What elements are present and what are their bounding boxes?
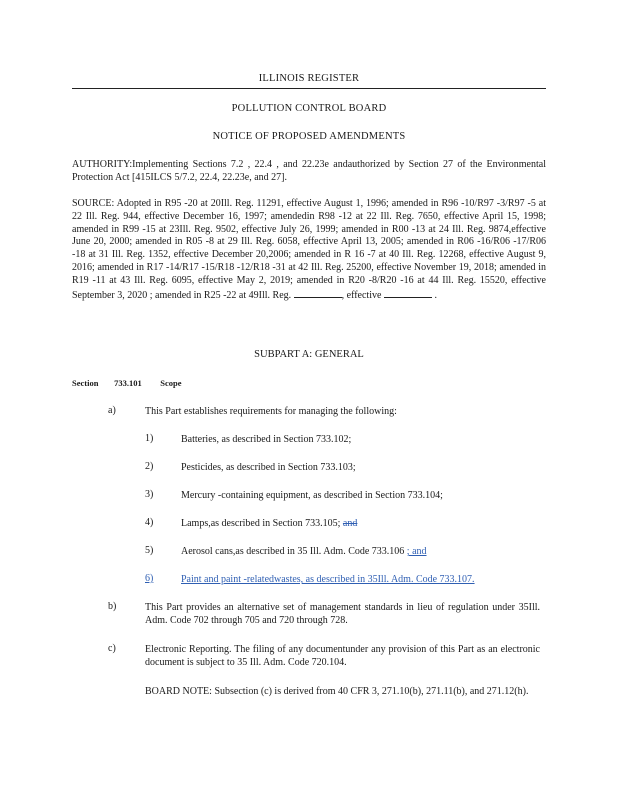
item-c-text: Electronic Reporting. The filing of any documentunder any provision of this Part as an electronic document is subject to 35 Ill. Adm. Code 720.104. [145, 644, 540, 668]
section-number: 733.101 [114, 378, 142, 388]
authority-paragraph: AUTHORITY:Implementing Sections 7.2 , 22.4 , and 22.23e andauthorized by Section 27 of the Environmental Protection Act [415ILCS 5/7.2, 22.4, 22.23e, and 27]. [72, 159, 546, 183]
source-separator: , [341, 289, 345, 301]
subitem-5-num: 5) [145, 545, 154, 556]
source-end: . [434, 289, 437, 301]
subitem-5-text: Aerosol cans,as described in 35 Ill. Adm. Code 733.106 [181, 546, 405, 557]
source-effective-label: effective [346, 289, 382, 301]
blank-reg-page [294, 288, 342, 298]
board-title: POLLUTION CONTROL BOARD [231, 103, 387, 114]
blank-effective-date [384, 288, 432, 298]
header-rule [72, 88, 546, 89]
source-text: SOURCE: Adopted in R95 -20 at 20Ill. Reg. 11291, effective August 1, 1996; amended in R96 -10/R97 -3/R97 -5 at 22 Ill. Reg. 944, effective December 16, 1997; amendedin R98 -12 at 22 Ill. Reg. 7650, effective April 15, 1998; amended in R99 -15 at 23Ill. Reg. 9502, effective July 26, 1999; amended in R00 -13 at 24 Ill. Reg. 9874,effective June 20, 2000; amended in R05 -8 at 29 Ill. Reg. 6058, effective April 13, 2005; amended in R06 -16/R06 -17/R06 -18 at 31 Ill. Reg. 1352, effective December 20,2006; amended in R 16 -7 at 40 Ill. Reg. 12268, effective August 9, 2016; amended in R17 -14/R17 -15/R18 -12/R18 -31 at 42 Ill. Reg. 25200, effective November 19, 2018; amended in R19 -11 at 43 Ill. Reg. 6095, effective May 2, 2019; amended in R20 -8/R20 -16 at 44 Ill. Reg. 15520, effective September 3, 2020 ; amended in R25 -22 at 49Ill. Reg. [72, 198, 546, 301]
subitem-3-text: Mercury -containing equipment, as described in Section 733.104; [181, 490, 443, 501]
section-title: Scope [160, 378, 182, 388]
source-paragraph [72, 198, 546, 302]
item-a-text: This Part establishes requirements for managing the following: [145, 406, 397, 417]
subitem-3-num: 3) [145, 489, 154, 500]
subitem-2-num: 2) [145, 461, 154, 472]
subitem-4-num: 4) [145, 517, 154, 528]
notice-title: NOTICE OF PROPOSED AMENDMENTS [212, 131, 406, 142]
register-header: ILLINOIS REGISTER [258, 73, 360, 84]
item-b-label: b) [108, 601, 117, 612]
subitem-6-text: Paint and paint -relatedwastes, as described in 35Ill. Adm. Code 733.107. [181, 574, 475, 585]
subitem-5-line [181, 545, 427, 558]
subitem-6-num: 6) [145, 573, 154, 584]
subpart-heading: SUBPART A: GENERAL [254, 349, 364, 360]
item-a-label: a) [108, 405, 116, 416]
subitem-1-text: Batteries, as described in Section 733.102; [181, 434, 352, 445]
subitem-4-line [181, 517, 357, 530]
subitem-1-num: 1) [145, 433, 154, 444]
section-label: Section [72, 378, 99, 388]
subitem-5-inserted-text: ; and [406, 546, 427, 557]
item-c-label: c) [108, 643, 116, 654]
section-heading [72, 378, 182, 388]
subitem-2-text: Pesticides, as described in Section 733.103; [181, 462, 356, 473]
subitem-4-deleted-word: and [342, 518, 358, 529]
subitem-4-text: Lamps,as described in Section 733.105; [181, 518, 341, 529]
item-b-text: This Part provides an alternative set of management standards in lieu of regulation under 35Ill. Adm. Code 702 through 705 and 720 through 728. [145, 602, 540, 626]
board-note: BOARD NOTE: Subsection (c) is derived from 40 CFR 3, 271.10(b), 271.11(b), and 271.12(h). [145, 686, 529, 697]
